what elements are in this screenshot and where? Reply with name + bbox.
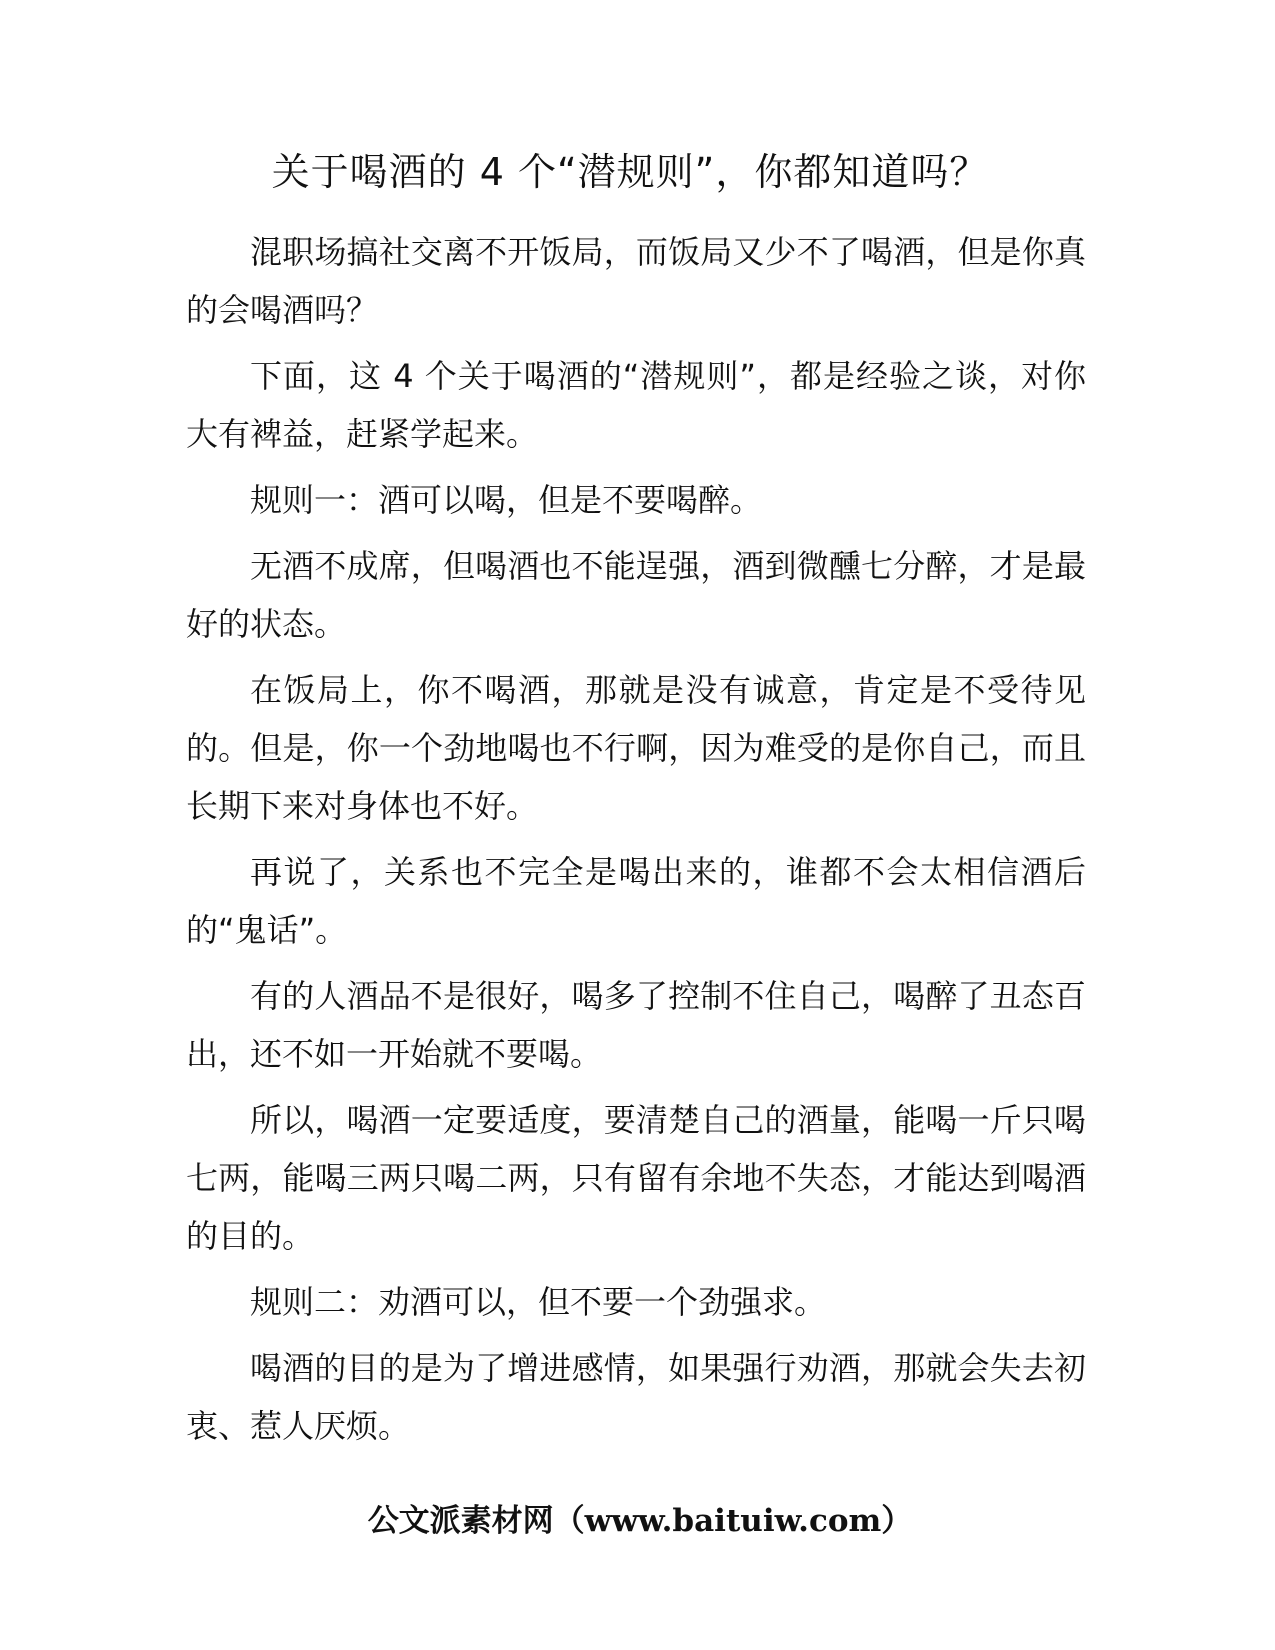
source-footer: 公文派素材网（www.baituiw.com） [367,1503,913,1539]
paragraph: 所以，喝酒一定要适度，要清楚自己的酒量，能喝一斤只喝七两，能喝三两只喝二两，只有留有余地不失态，才能达到喝酒的目的。 [186,1101,1086,1255]
paragraph: 下面，这 4 个关于喝酒的“潜规则”，都是经验之谈，对你大有裨益，赶紧学起来。 [186,357,1086,453]
document-title: 关于喝酒的 4 个“潜规则”，你都知道吗？ [271,150,989,194]
paragraph: 在饭局上，你不喝酒，那就是没有诚意，肯定是不受待见的。但是，你一个劲地喝也不行啊，因为难受的是你自己，而且长期下来对身体也不好。 [186,671,1086,825]
paragraph: 喝酒的目的是为了增进感情，如果强行劝酒，那就会失去初衷、惹人厌烦。 [186,1349,1086,1445]
paragraph: 再说了，关系也不完全是喝出来的，谁都不会太相信酒后的“鬼话”。 [186,853,1086,949]
rule-heading: 规则二：劝酒可以，但不要一个劲强求。 [250,1283,827,1321]
paragraph: 有的人酒品不是很好，喝多了控制不住自己，喝醉了丑态百出，还不如一开始就不要喝。 [186,977,1086,1073]
paragraph: 混职场搞社交离不开饭局，而饭局又少不了喝酒，但是你真的会喝酒吗？ [186,233,1086,329]
document-body [186,223,1086,1463]
rule-heading: 规则一：酒可以喝，但是不要喝醉。 [250,481,763,519]
paragraph: 无酒不成席，但喝酒也不能逞强，酒到微醺七分醉，才是最好的状态。 [186,547,1086,643]
